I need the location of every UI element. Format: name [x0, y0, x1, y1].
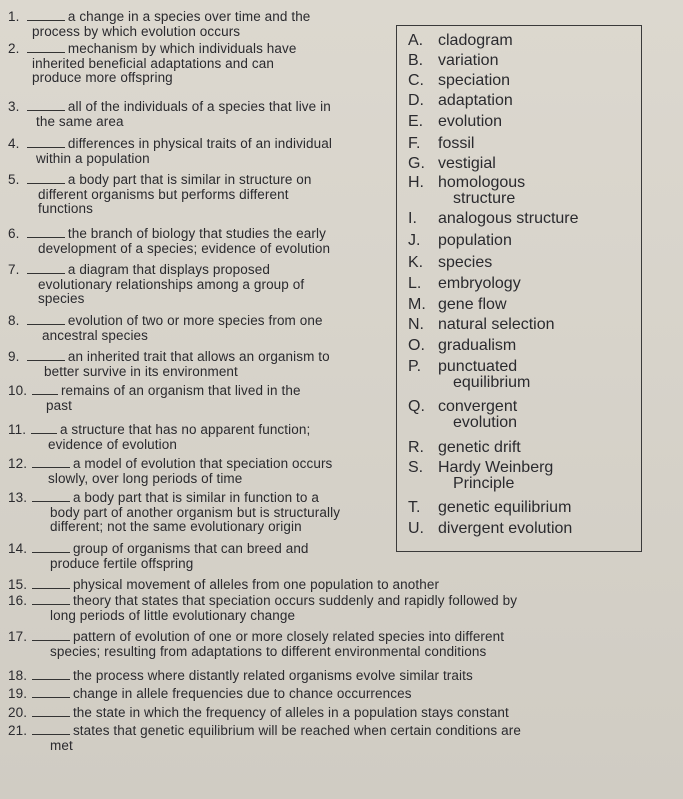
term-text: gene flow [438, 296, 507, 313]
question-text-cont: past [46, 397, 72, 413]
term-letter: P. [408, 358, 422, 375]
question-7 [8, 263, 304, 307]
term-letter: L. [408, 275, 422, 292]
question-text: group of organisms that can breed and [72, 541, 309, 556]
question-number: 13. [8, 490, 28, 505]
term-letter: E. [408, 113, 424, 130]
term-d [408, 93, 513, 109]
question-text-cont: inherited beneficial adaptations and can [32, 55, 274, 71]
question-text: states that genetic equilibrium will be reached when certain conditions are [72, 723, 521, 738]
question-number: 1. [8, 9, 20, 24]
question-text: the process where distantly related organisms evolve similar traits [72, 668, 473, 683]
question-text-cont: development of a species; evidence of evolution [38, 240, 331, 256]
term-s [408, 460, 553, 492]
term-text: convergent [438, 398, 518, 415]
term-text: embryology [438, 275, 521, 292]
term-o [408, 338, 516, 354]
term-text: population [438, 232, 512, 249]
question-text: a diagram that displays proposed [67, 262, 270, 277]
question-text-cont: produce more offspring [32, 70, 173, 85]
term-b [408, 53, 498, 69]
term-j [408, 233, 512, 249]
question-text: a structure that has no apparent function; [59, 422, 311, 437]
question-6 [8, 227, 330, 256]
term-k [408, 255, 492, 271]
question-text: the state in which the frequency of alleles in a population stays constant [72, 705, 509, 720]
term-text-cont: evolution [453, 414, 518, 431]
question-number: 19. [8, 686, 28, 701]
term-text: speciation [438, 72, 511, 89]
question-text-cont: evidence of evolution [48, 436, 177, 452]
term-letter: N. [408, 316, 424, 333]
question-text-cont: produce fertile offspring [50, 555, 194, 571]
term-letter: D. [408, 92, 424, 109]
question-12 [8, 457, 332, 486]
term-text: fossil [438, 135, 475, 152]
answer-blank[interactable] [27, 227, 65, 238]
answer-blank[interactable] [32, 578, 70, 589]
term-letter: S. [408, 459, 424, 476]
question-number: 5. [8, 172, 20, 187]
answer-blank[interactable] [27, 137, 65, 148]
question-text-cont: long periods of little evolutionary change [50, 607, 296, 623]
question-number: 6. [8, 226, 20, 241]
term-text: Hardy Weinberg [438, 459, 554, 476]
answer-blank[interactable] [32, 457, 70, 468]
question-text: theory that states that speciation occurs suddenly and rapidly followed by [72, 593, 518, 608]
term-m [408, 297, 507, 313]
question-number: 2. [8, 41, 20, 56]
question-5 [8, 173, 312, 217]
term-q [408, 399, 517, 431]
term-text: genetic drift [438, 439, 521, 456]
term-letter: U. [408, 520, 424, 537]
question-number: 9. [8, 349, 20, 364]
question-number: 17. [8, 629, 28, 644]
term-text: homologous [438, 174, 526, 191]
answer-blank[interactable] [27, 314, 65, 325]
question-text: mechanism by which individuals have [67, 41, 297, 56]
term-c [408, 73, 510, 89]
term-letter: J. [408, 232, 421, 249]
question-21 [8, 724, 521, 753]
term-letter: R. [408, 439, 424, 456]
question-text: an inherited trait that allows an organism to [67, 349, 330, 364]
question-text: physical movement of alleles from one population to another [72, 577, 440, 592]
question-text-cont: better survive in its environment [44, 363, 238, 379]
question-text: evolution of two or more species from one [67, 313, 323, 328]
term-text: gradualism [438, 337, 517, 354]
question-text-cont: ancestral species [42, 327, 149, 343]
answer-blank[interactable] [32, 706, 70, 717]
term-letter: B. [408, 52, 424, 69]
question-number: 4. [8, 136, 20, 151]
question-9 [8, 350, 330, 379]
term-text: cladogram [438, 32, 513, 49]
question-text-cont: the same area [36, 113, 124, 129]
question-text-cont: met [50, 737, 73, 753]
question-11 [8, 423, 310, 452]
term-letter: I. [408, 210, 417, 227]
question-text-cont: within a population [36, 150, 150, 166]
question-20 [8, 706, 509, 721]
question-number: 16. [8, 593, 28, 608]
term-letter: A. [408, 32, 424, 49]
answer-blank[interactable] [27, 100, 65, 111]
question-number: 14. [8, 541, 28, 556]
question-text: all of the individuals of a species that live in [67, 99, 331, 114]
term-text: punctuated [438, 358, 518, 375]
answer-blank[interactable] [27, 263, 65, 274]
question-text: change in allele frequencies due to chance occurrences [72, 686, 412, 701]
question-text: the branch of biology that studies the early [67, 226, 326, 241]
question-15 [8, 578, 439, 593]
term-text: divergent evolution [438, 520, 573, 537]
question-13 [8, 491, 340, 535]
term-letter: F. [408, 135, 421, 152]
question-number: 20. [8, 705, 28, 720]
answer-blank[interactable] [27, 350, 65, 361]
term-r [408, 440, 521, 456]
term-text-cont: structure [453, 190, 516, 207]
term-l [408, 276, 521, 292]
term-i [408, 211, 579, 227]
term-p [408, 359, 530, 391]
answer-blank[interactable] [27, 173, 65, 184]
answer-blank[interactable] [27, 42, 65, 53]
question-4 [8, 137, 332, 166]
term-letter: C. [408, 72, 424, 89]
question-number: 10. [8, 383, 28, 398]
question-text: differences in physical traits of an individual [67, 136, 332, 151]
term-g [408, 156, 496, 172]
question-number: 8. [8, 313, 20, 328]
question-text-cont: different; not the same evolutionary origin [50, 519, 302, 534]
term-text: species [438, 254, 493, 271]
term-letter: Q. [408, 398, 425, 415]
question-number: 12. [8, 456, 28, 471]
question-text: a body part that is similar in structure on [67, 172, 312, 187]
answer-blank[interactable] [32, 384, 58, 395]
answer-blank[interactable] [31, 423, 57, 434]
term-n [408, 317, 555, 333]
term-text: evolution [438, 113, 503, 130]
question-1 [8, 10, 310, 39]
term-a [408, 33, 513, 49]
term-text-cont: equilibrium [453, 374, 531, 391]
question-8 [8, 314, 323, 343]
term-h [408, 175, 525, 207]
answer-blank[interactable] [27, 10, 65, 21]
term-letter: G. [408, 155, 425, 172]
term-text: vestigial [438, 155, 496, 172]
question-16 [8, 594, 517, 623]
question-text-cont: body part of another organism but is structurally [50, 504, 341, 520]
question-text-cont: species [38, 291, 85, 306]
question-text: a body part that is similar in function to a [72, 490, 319, 505]
question-14 [8, 542, 309, 571]
question-number: 3. [8, 99, 20, 114]
term-letter: H. [408, 174, 424, 191]
answer-blank[interactable] [32, 669, 70, 680]
term-letter: K. [408, 254, 424, 271]
question-text-cont: different organisms but performs different [38, 186, 289, 202]
question-text-cont: functions [38, 201, 93, 216]
term-text-cont: Principle [453, 475, 515, 492]
question-18 [8, 669, 473, 684]
question-number: 7. [8, 262, 20, 277]
term-e [408, 114, 502, 130]
question-17 [8, 630, 504, 659]
question-text: a model of evolution that speciation occurs [72, 456, 333, 471]
answer-blank[interactable] [32, 724, 70, 735]
question-text-cont: slowly, over long periods of time [48, 470, 243, 486]
term-letter: T. [408, 499, 421, 516]
term-u [408, 521, 572, 537]
answer-blank[interactable] [32, 491, 70, 502]
term-text: genetic equilibrium [438, 499, 572, 516]
question-number: 21. [8, 723, 28, 738]
question-text-cont: species; resulting from adaptations to different environmental conditions [50, 643, 487, 659]
term-letter: M. [408, 296, 426, 313]
question-3 [8, 100, 331, 129]
question-text-cont: process by which evolution occurs [32, 23, 241, 39]
answer-blank[interactable] [32, 687, 70, 698]
question-19 [8, 687, 412, 702]
term-letter: O. [408, 337, 425, 354]
answer-blank[interactable] [32, 542, 70, 553]
answer-blank[interactable] [32, 594, 70, 605]
question-2 [8, 42, 296, 86]
question-text: a change in a species over time and the [67, 9, 311, 24]
term-f [408, 136, 474, 152]
question-text-cont: evolutionary relationships among a group of [38, 276, 305, 292]
term-text: adaptation [438, 92, 513, 109]
term-text: variation [438, 52, 499, 69]
question-10 [8, 384, 301, 413]
term-text: natural selection [438, 316, 555, 333]
question-text: remains of an organism that lived in the [60, 383, 301, 398]
question-number: 18. [8, 668, 28, 683]
question-text: pattern of evolution of one or more closely related species into different [72, 629, 505, 644]
answer-blank[interactable] [32, 630, 70, 641]
question-number: 15. [8, 577, 28, 592]
term-t [408, 500, 571, 516]
question-number: 11. [8, 422, 27, 437]
term-text: analogous structure [438, 210, 579, 227]
